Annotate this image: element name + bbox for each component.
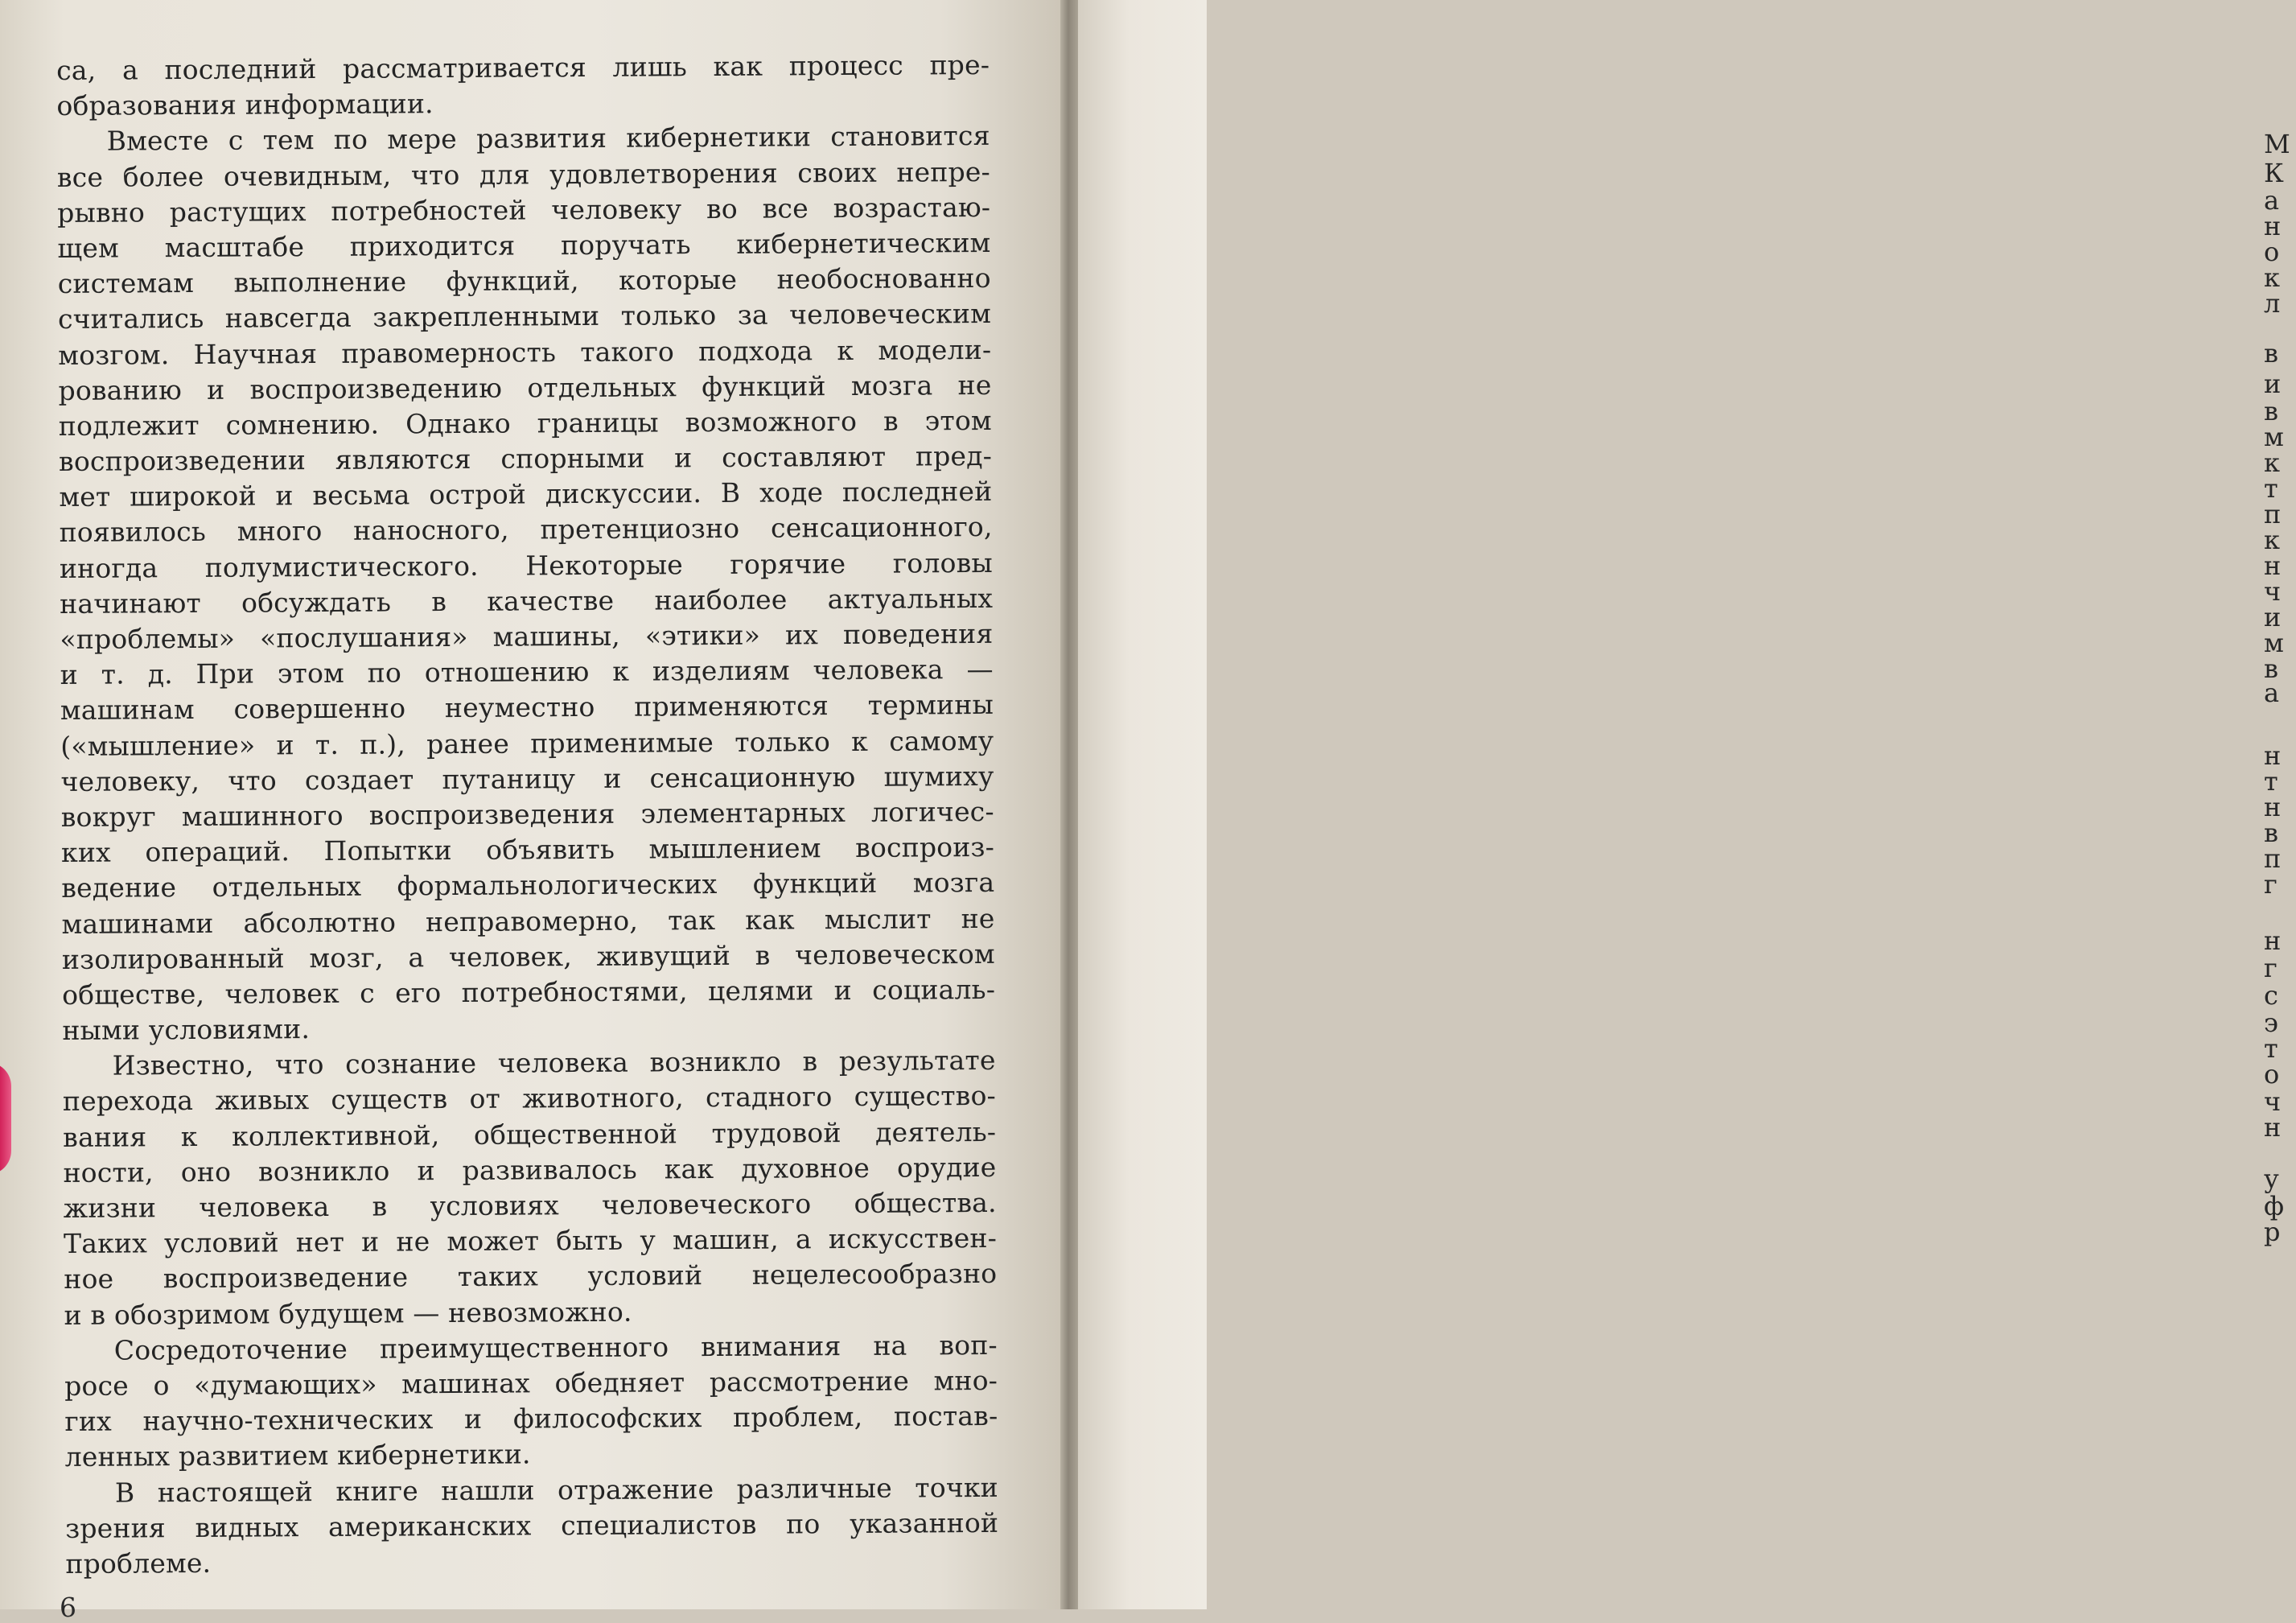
text-line: Таких условий нет и не может быть у машин, а искусствен-: [63, 1222, 998, 1260]
text-line: щем масштабе приходится поручать кибернетическим: [57, 226, 991, 264]
text-line: перехода живых существ от животного, стадного существо-: [62, 1080, 997, 1118]
facing-page-fragment: г: [2264, 869, 2277, 900]
facing-page-fragment: п: [2264, 843, 2282, 874]
facing-page-fragment: н: [2264, 211, 2282, 241]
text-line: ленных развитием кибернетики.: [64, 1438, 531, 1473]
facing-page-fragment: о: [2264, 1059, 2280, 1090]
text-line: рованию и воспроизведению отдельных функций мозга не: [58, 369, 992, 406]
text-line: са, а последний рассматривается лишь как процесс пре-: [56, 48, 990, 86]
pink-page-tab: [0, 1062, 11, 1175]
book-gutter: [1060, 0, 1078, 1609]
text-line: изолированный мозг, а человек, живущий в человеческом: [61, 937, 995, 975]
text-line: вания к коллективной, общественной трудовой деятель-: [63, 1115, 997, 1153]
facing-page-fragment: с: [2264, 980, 2278, 1011]
text-line: Вместе с тем по мере развития кибернетики становится: [106, 120, 990, 157]
text-line: мет широкой и весьма острой дискуссии. В ходе последней: [59, 476, 993, 513]
text-line: человеку, что создает путаницу и сенсационную шумиху: [60, 760, 994, 797]
facing-page-fragment: и: [2264, 602, 2282, 632]
facing-page-fragment: а: [2264, 185, 2280, 216]
facing-page-fragment: т: [2264, 473, 2278, 504]
text-line: В настоящей книге нашли отражение различные точки: [114, 1471, 999, 1509]
text-line: машинам совершенно неуместно применяются термины: [60, 689, 994, 727]
text-line: воспроизведении являются спорными и составляют пред-: [58, 439, 993, 478]
text-line: «проблемы» «послушания» машины, «этики» их поведения: [60, 617, 994, 655]
facing-page-fragment: о: [2264, 237, 2280, 267]
text-line: росе о «думающих» машинах обедняет рассмотрение мно-: [64, 1364, 998, 1402]
facing-page-fragment: ч: [2264, 1086, 2282, 1117]
text-line: рывно растущих потребностей человеку во все возрастаю-: [57, 191, 991, 229]
text-line: и т. д. При этом по отношению к изделиям человека —: [60, 653, 994, 691]
text-line: обществе, человек с его потребностями, целями и социаль-: [62, 973, 996, 1011]
facing-page-fragment: н: [2264, 925, 2282, 956]
text-line: Известно, что сознание человека возникло в результате: [112, 1044, 996, 1081]
facing-page-fragment: ф: [2264, 1191, 2285, 1221]
text-line: появилось много наносного, претенциозно сенсационного,: [59, 511, 993, 549]
facing-page-fragment: р: [2264, 1217, 2281, 1247]
facing-page-fragment: в: [2264, 396, 2279, 426]
facing-page-fragment: г: [2264, 953, 2277, 983]
facing-page-fragment: н: [2264, 550, 2282, 581]
facing-page-fragment: м: [2264, 422, 2284, 452]
left-book-page: [0, 0, 1068, 1623]
facing-page-fragment: л: [2264, 288, 2281, 319]
text-line: проблеме.: [65, 1547, 212, 1580]
text-line: машинами абсолютно неправомерно, так как мыслит не: [61, 902, 995, 940]
facing-page-fragment: ч: [2264, 576, 2282, 607]
facing-page-fragment: н: [2264, 792, 2282, 822]
text-line: мозгом. Научная правомерность такого подхода к модели-: [58, 333, 992, 371]
facing-page-fragment: в: [2264, 818, 2279, 848]
facing-book-page: [1078, 0, 2290, 1609]
text-line: все более очевидным, что для удовлетворения своих непре-: [56, 155, 991, 193]
facing-page-fragment: т: [2264, 766, 2278, 797]
text-line: считались навсегда закрепленными только за человеческим: [57, 298, 992, 336]
page-number: 6: [60, 1592, 76, 1623]
facing-page-fragment: и: [2264, 369, 2282, 399]
text-line: гих научно-технических и философских проблем, постав-: [64, 1400, 998, 1438]
text-line: ными условиями.: [62, 1013, 311, 1047]
facing-page-fragment: э: [2264, 1007, 2278, 1038]
facing-page-fragment: к: [2264, 525, 2280, 555]
facing-page-fragment: к: [2264, 262, 2280, 293]
text-line: вокруг машинного воспроизведения элементарных логичес-: [60, 795, 994, 833]
text-line: иногда полумистического. Некоторые горячие головы: [59, 546, 994, 584]
body-text: [56, 47, 999, 1582]
facing-page-fragment: н: [2264, 1112, 2282, 1143]
facing-page-fragment: н: [2264, 740, 2282, 771]
facing-page-fragment: т: [2264, 1033, 2278, 1064]
text-line: Сосредоточение преимущественного внимания на воп-: [113, 1328, 998, 1366]
facing-page-fragment: М: [2264, 129, 2290, 159]
text-line: подлежит сомнению. Однако границы возможного в этом: [58, 404, 992, 442]
text-line: ности, оно возникло и развивалось как духовное орудие: [63, 1151, 997, 1188]
facing-page-fragment: а: [2264, 678, 2280, 708]
facing-page-fragment: в: [2264, 653, 2279, 684]
text-line: и в обозримом будущем — невозможно.: [64, 1296, 632, 1331]
text-line: начинают обсуждать в качестве наиболее актуальных: [60, 582, 994, 620]
text-line: системам выполнение функций, которые необоснованно: [57, 262, 991, 300]
facing-page-fragment: к: [2264, 447, 2280, 478]
facing-page-fragment: п: [2264, 499, 2282, 529]
facing-page-fragment: м: [2264, 628, 2284, 658]
text-line: ное воспроизведение таких условий нецелесообразно: [64, 1258, 998, 1296]
text-line: («мышление» и т. п.), ранее применимые только к самому: [60, 724, 994, 762]
text-line: жизни человека в условиях человеческого общества.: [63, 1186, 997, 1224]
facing-page-fragment: К: [2264, 158, 2284, 188]
text-line: зрения видных американских специалистов по указанной: [65, 1506, 999, 1544]
text-line: ких операций. Попытки объявить мышлением воспроиз-: [60, 831, 995, 869]
facing-page-fragment: у: [2264, 1164, 2279, 1194]
facing-page-fragment: в: [2264, 338, 2279, 369]
text-line: ведение отдельных формальнологических функций мозга: [61, 867, 995, 904]
text-line: образования информации.: [56, 88, 434, 122]
